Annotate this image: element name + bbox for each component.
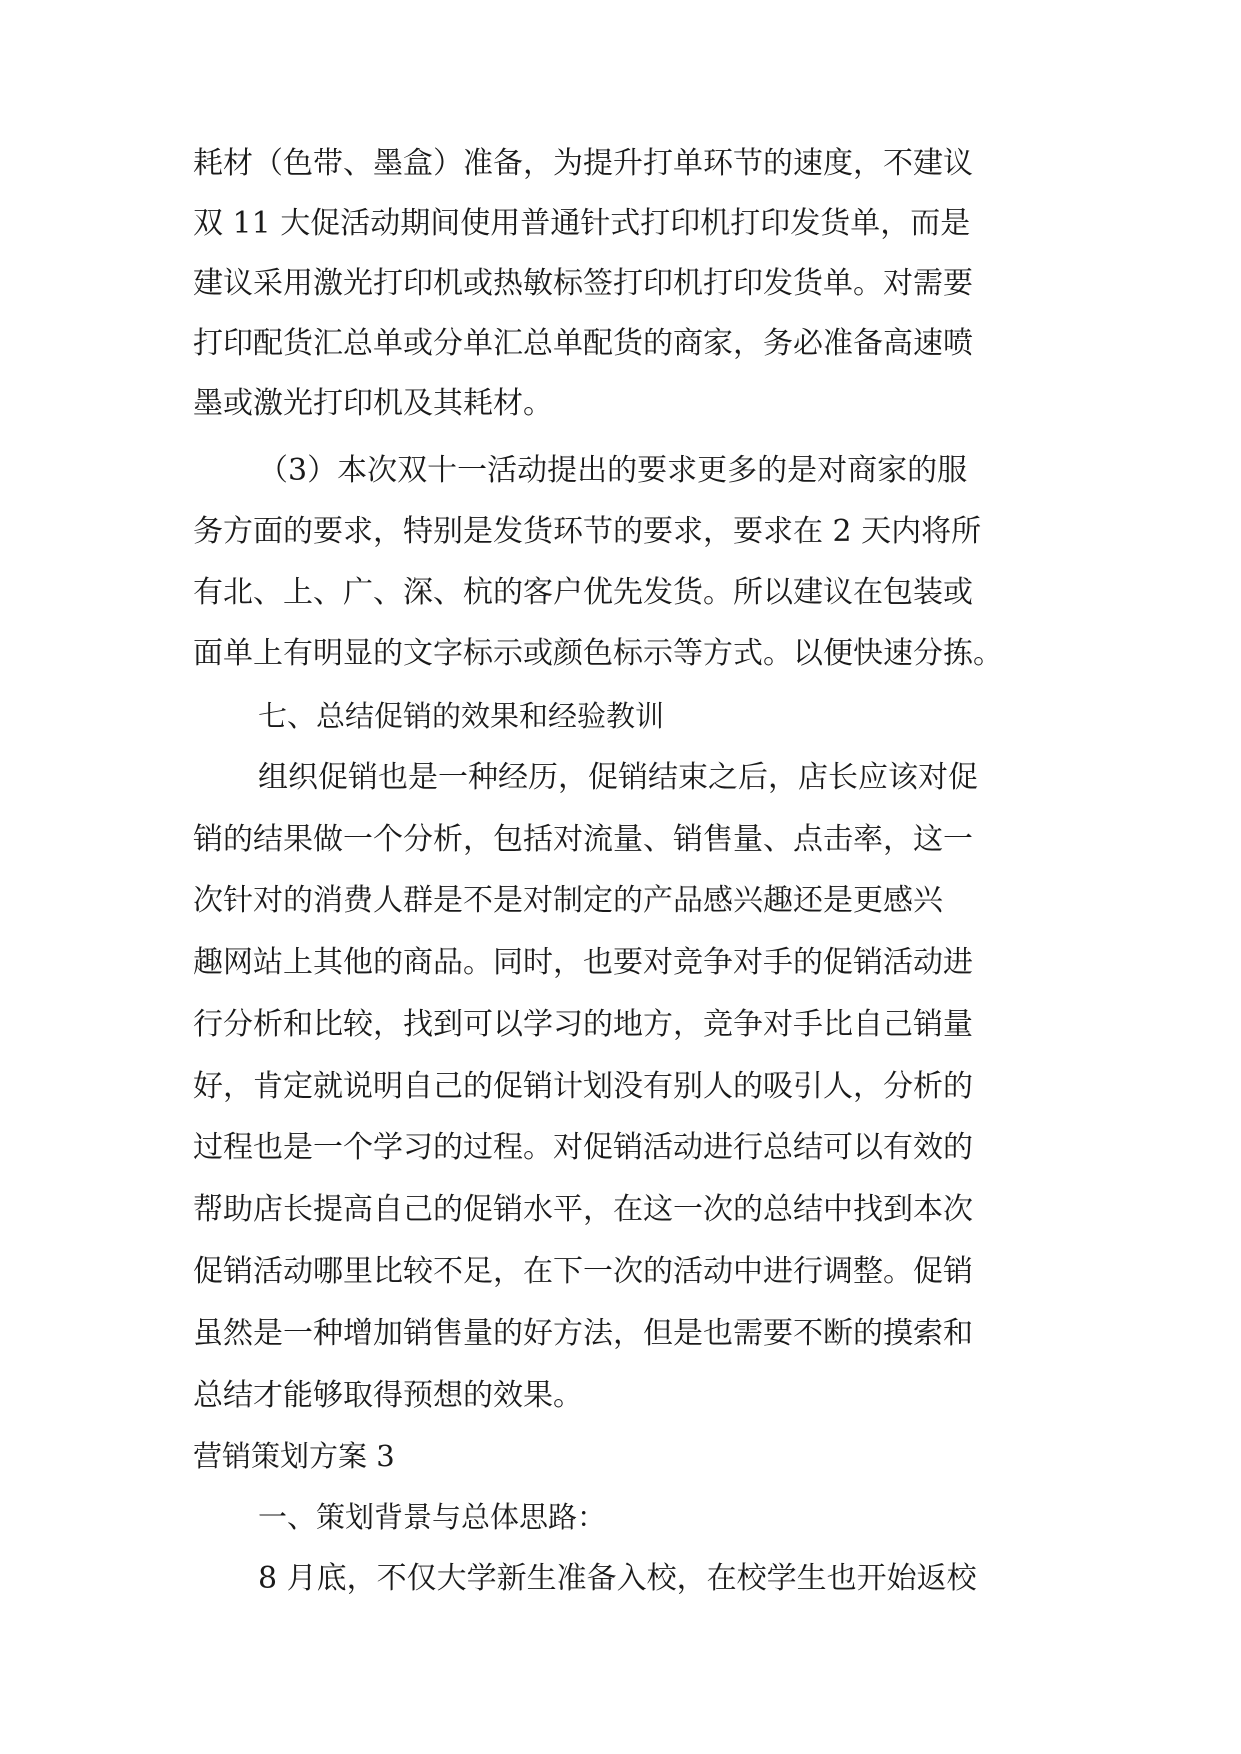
body-text-line: 双 11 大促活动期间使用普通针式打印机打印发货单，而是 [193, 206, 971, 241]
body-text-line: 过程也是一个学习的过程。对促销活动进行总结可以有效的 [193, 1130, 973, 1165]
paragraph-start-line: 8 月底，不仅大学新生准备入校，在校学生也开始返校 [258, 1561, 977, 1596]
body-text-line: 好，肯定就说明自己的促销计划没有别人的吸引人，分析的 [193, 1069, 973, 1104]
paragraph-start-line: 组织促销也是一种经历，促销结束之后，店长应该对促 [258, 760, 978, 795]
body-text-line: 有北、上、广、深、杭的客户优先发货。所以建议在包装或 [193, 575, 973, 610]
body-text-line: 墨或激光打印机及其耗材。 [193, 386, 553, 421]
section-heading: 一、策划背景与总体思路： [258, 1500, 607, 1534]
body-text-line: 务方面的要求，特别是发货环节的要求，要求在 2 天内将所 [193, 514, 982, 549]
body-text-line: 虽然是一种增加销售量的好方法，但是也需要不断的摸索和 [193, 1316, 973, 1351]
body-text-line: 帮助店长提高自己的促销水平，在这一次的总结中找到本次 [193, 1192, 973, 1227]
body-text-line: 行分析和比较，找到可以学习的地方，竞争对手比自己销量 [193, 1007, 973, 1042]
list-item-text: （3）本次双十一活动提出的要求更多的是对商家的服 [258, 453, 968, 488]
document-title: 营销策划方案 3 [193, 1439, 395, 1473]
body-text-line: 总结才能够取得预想的效果。 [193, 1378, 583, 1413]
section-heading: 七、总结促销的效果和经验教训 [258, 699, 665, 733]
body-text-line: 趣网站上其他的商品。同时，也要对竞争对手的促销活动进 [193, 945, 973, 980]
body-text-line: 促销活动哪里比较不足，在下一次的活动中进行调整。促销 [193, 1254, 973, 1289]
body-text-line: 耗材（色带、墨盒）准备，为提升打单环节的速度，不建议 [193, 146, 973, 181]
body-text-line: 面单上有明显的文字标示或颜色标示等方式。以便快速分拣。 [193, 636, 1003, 671]
body-text-line: 销的结果做一个分析，包括对流量、销售量、点击率，这一 [193, 822, 973, 857]
body-text-line: 建议采用激光打印机或热敏标签打印机打印发货单。对需要 [193, 266, 973, 301]
body-text-line: 打印配货汇总单或分单汇总单配货的商家，务必准备高速喷 [193, 326, 973, 361]
body-text-line: 次针对的消费人群是不是对制定的产品感兴趣还是更感兴 [193, 883, 943, 918]
